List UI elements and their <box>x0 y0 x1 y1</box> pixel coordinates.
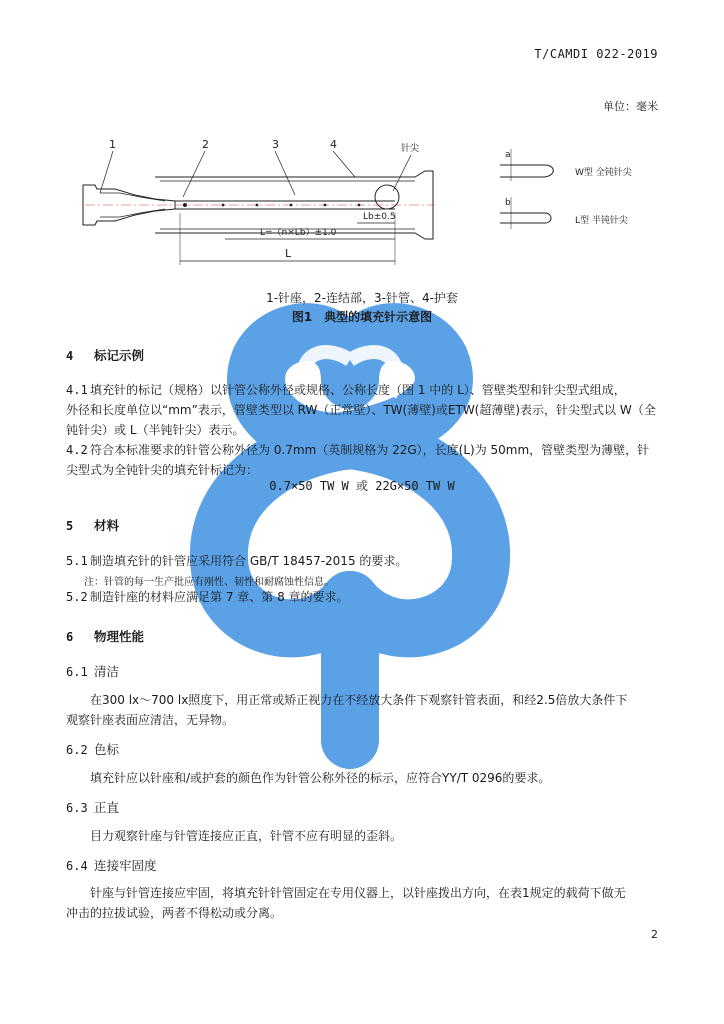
clause-line: 尖型式为全钝针尖的填充针标记为： <box>66 463 259 477</box>
clause-line: 符合本标准要求的针管公称外径为 0.7mm（英制规格为 22G），长度(L)为 50mm，管壁类型为薄壁，针 <box>90 443 650 457</box>
section-number: 5 <box>66 519 74 533</box>
dim-formula: L=（n×Lb）±1.0 <box>260 228 337 238</box>
w-type-label: W型 全钝针尖 <box>575 168 632 178</box>
clause-5-2 <box>66 587 660 607</box>
figure-parts-legend: 1-针座，2-连结部，3-针管、4-护套 <box>266 291 458 305</box>
clause-6-4-text <box>66 883 660 923</box>
clause-number: 5.1 <box>66 554 88 568</box>
subsection-number: 6.4 <box>66 859 88 873</box>
section-6-heading <box>66 627 144 645</box>
tip-label: 针尖 <box>401 144 420 154</box>
subsection-6-1-heading <box>66 662 119 680</box>
section-number: 4 <box>66 349 74 363</box>
section-5-heading <box>66 516 119 534</box>
subsection-title: 色标 <box>94 742 120 757</box>
note: 注：针管的每一生产批应有刚性、韧性和耐腐蚀性信息。 <box>84 577 334 588</box>
clause-line: 观察针座表面应清洁，无异物。 <box>66 713 235 727</box>
clause-line: 冲击的拉拔试验，两者不得松动或分离。 <box>66 906 283 920</box>
clause-4-1 <box>66 380 660 440</box>
subsection-6-4-heading <box>66 856 157 874</box>
clause-6-2-text: 填充针应以针座和/或护套的颜色作为针管公称外径的标示，应符合YY/T 0296的要求。 <box>90 771 551 785</box>
callout-2: 2 <box>202 138 209 151</box>
callout-1: 1 <box>109 138 116 151</box>
clause-5-1 <box>66 551 660 571</box>
clause-line: 外径和长度单位以“mm”表示，管壁类型以 RW（正常壁）、TW(薄壁)或ETW(超薄壁)表示，针尖型式以 W（全 <box>66 403 656 417</box>
dim-total: L <box>285 247 292 260</box>
clause-text: 制造填充针的针管应采用符合 GB/T 18457-2015 的要求。 <box>90 554 408 568</box>
clause-number: 4.1 <box>66 383 88 397</box>
clause-6-1-text <box>66 690 660 730</box>
clause-line: 针座与针管连接应牢固，将填充针针管固定在专用仪器上，以针座拨出方向，在表1规定的载荷下做无 <box>90 886 626 900</box>
standard-code: T/CAMDI 022-2019 <box>534 47 658 61</box>
clause-number: 5.2 <box>66 590 88 604</box>
page-number: 2 <box>651 928 658 941</box>
clause-4-2 <box>66 440 660 480</box>
dim-a: a <box>505 150 511 160</box>
subsection-number: 6.1 <box>66 665 88 679</box>
l-type-label: L型 半钝针尖 <box>575 216 628 226</box>
section-4-heading <box>66 346 144 364</box>
section-number: 6 <box>66 630 74 644</box>
clause-number: 4.2 <box>66 443 88 457</box>
marking-example: 0.7×50 TW W 或 22G×50 TW W <box>269 479 455 493</box>
dim-b: b <box>505 198 511 208</box>
subsection-title: 清洁 <box>94 664 120 679</box>
subsection-number: 6.2 <box>66 743 88 757</box>
clause-line: 填充针的标记（规格）以针管公称外径或规格、公称长度（图 1 中的 L）、管壁类型和针尖型式组成， <box>90 383 626 397</box>
clause-6-3-text: 目力观察针座与针管连接应正直，针管不应有明显的歪斜。 <box>90 829 403 843</box>
section-title: 物理性能 <box>94 629 145 644</box>
subsection-number: 6.3 <box>66 801 88 815</box>
needle-diagram <box>75 135 675 275</box>
callout-3: 3 <box>272 138 279 151</box>
dim-lb: Lb±0.5 <box>363 212 396 222</box>
clause-text: 制造针座的材料应满足第 7 章、第 8 章的要求。 <box>90 590 349 604</box>
subsection-title: 正直 <box>94 800 120 815</box>
unit-label: 单位：毫米 <box>603 100 658 113</box>
figure-title: 图1 典型的填充针示意图 <box>291 310 433 324</box>
subsection-6-2-heading <box>66 740 119 758</box>
clause-line: 在300 lx～700 lx照度下，用正常或矫正视力在不经放大条件下观察针管表面，和经2.5倍放大条件下 <box>90 693 628 707</box>
subsection-6-3-heading <box>66 798 119 816</box>
callout-4: 4 <box>330 138 337 151</box>
section-title: 材料 <box>94 518 120 533</box>
section-title: 标记示例 <box>94 348 145 363</box>
subsection-title: 连接牢固度 <box>94 858 157 873</box>
clause-line: 钝针尖）或 L（半钝针尖）表示。 <box>66 423 245 437</box>
